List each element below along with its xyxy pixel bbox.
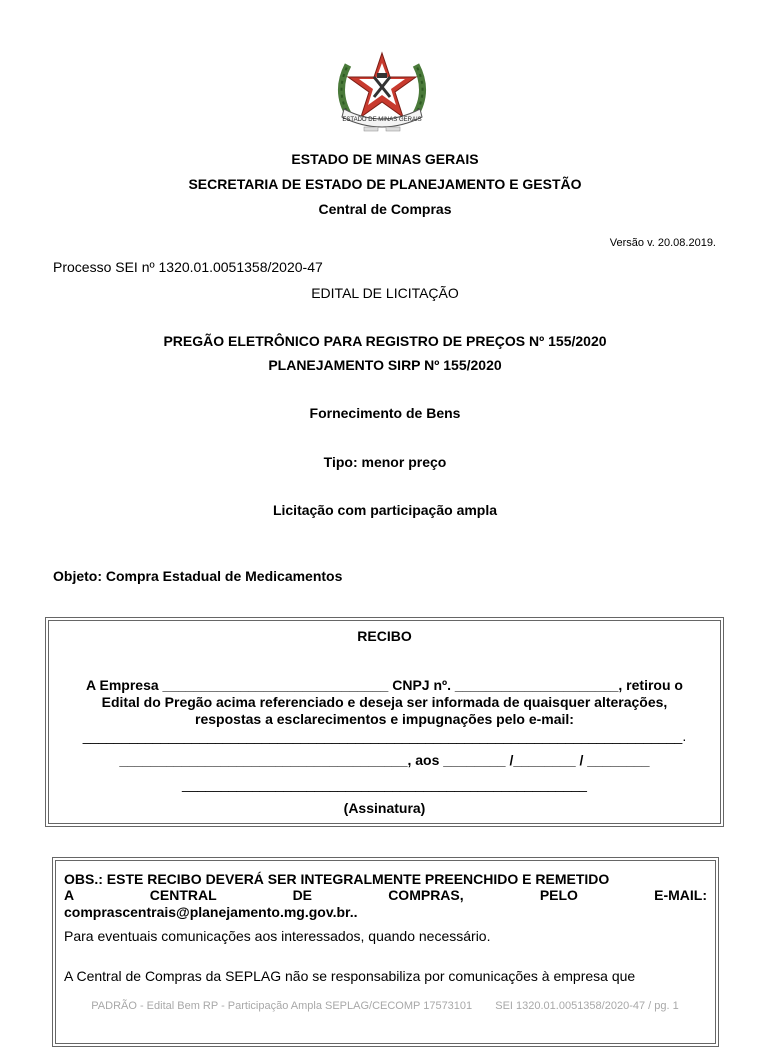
fornecimento-label: Fornecimento de Bens — [309, 405, 461, 421]
recibo-title: RECIBO — [357, 628, 412, 644]
version-label: Versão v. 20.08.2019. — [609, 237, 716, 249]
planejamento-title: PLANEJAMENTO SIRP Nº 155/2020 — [268, 357, 502, 373]
recibo-email-line: _____________________________________________________________________________. — [82, 728, 687, 744]
objeto-label: Objeto: Compra Estadual de Medicamentos — [53, 568, 343, 584]
recibo-line-3: respostas a esclarecimentos e impugnações pelo e-mail: — [195, 711, 574, 727]
tipo-label: Tipo: menor preço — [323, 454, 447, 470]
obs-paragraph-1: Para eventuais comunicações aos interessados, quando necessário. — [64, 928, 491, 944]
header-central: Central de Compras — [318, 201, 452, 217]
obs-paragraph-2: A Central de Compras da SEPLAG não se responsabiliza por comunicações à empresa que — [64, 968, 636, 984]
recibo-signature-label: (Assinatura) — [343, 800, 426, 816]
obs-box — [52, 857, 719, 1047]
header-secretaria: SECRETARIA DE ESTADO DE PLANEJAMENTO E GESTÃO — [188, 176, 582, 192]
svg-text:ESTADO DE MINAS GERAIS: ESTADO DE MINAS GERAIS — [342, 117, 422, 123]
footer-right: SEI 1320.01.0051358/2020-47 / pg. 1 — [495, 1000, 679, 1012]
edital-title: EDITAL DE LICITAÇÃO — [311, 285, 459, 301]
footer-left: PADRÃO - Edital Bem RP - Participação Ampla SEPLAG/CECOMP 17573101 — [91, 1000, 473, 1012]
page-footer — [0, 1000, 770, 1012]
obs-email: comprascentrais@planejamento.mg.gov.br.. — [64, 904, 358, 920]
recibo-line-1: A Empresa _____________________________ CNPJ nº. _____________________, retirou o — [86, 677, 683, 693]
recibo-line-2: Edital do Pregão acima referenciado e deseja ser informada de quaisquer alterações, — [101, 694, 668, 710]
obs-line-1: OBS.: ESTE RECIBO DEVERÁ SER INTEGRALMENTE PREENCHIDO E REMETIDO — [64, 871, 610, 887]
recibo-date-line: _____________________________________, aos ________ /________ / ________ — [119, 752, 650, 768]
processo-number: Processo SEI nº 1320.01.0051358/2020-47 — [53, 259, 323, 275]
recibo-box — [45, 617, 724, 827]
recibo-signature-line: ____________________________________________________ — [182, 776, 587, 792]
obs-line-2: A CENTRAL DE COMPRAS, PELO E-MAIL: — [64, 887, 707, 903]
licitacao-label: Licitação com participação ampla — [272, 502, 498, 518]
state-seal-logo — [330, 47, 434, 135]
pregao-title: PREGÃO ELETRÔNICO PARA REGISTRO DE PREÇOS Nº 155/2020 — [163, 333, 607, 349]
header-state: ESTADO DE MINAS GERAIS — [291, 151, 479, 167]
